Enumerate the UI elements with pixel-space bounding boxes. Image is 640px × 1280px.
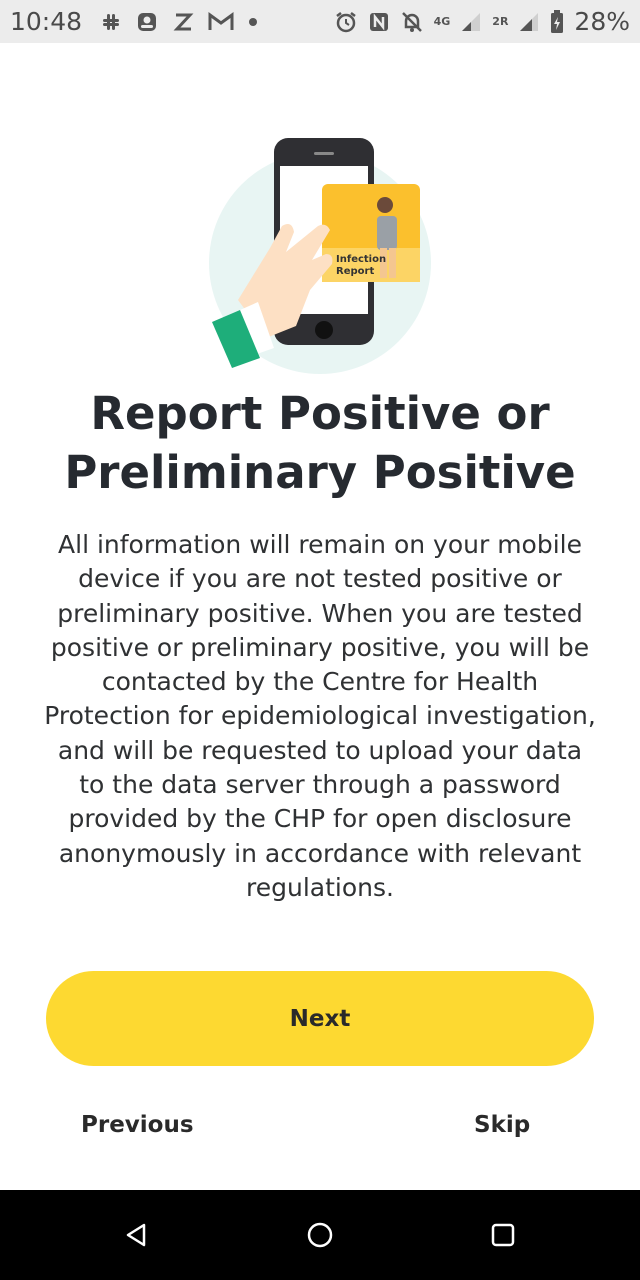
infection-report-illustration	[200, 130, 440, 380]
signal-icon	[518, 11, 540, 33]
mute-icon	[400, 10, 424, 34]
description-text: All information will remain on your mobile device if you are not tested positive or preliminary positive. When you are tested positive or preliminary positive, you will be contacted by the Centre for Health Protection for epidemiological investigation, and will be requested to upload your data to the data server through a password provided by the CHP for open disclosure anonymously in accordance with relevant regulations.	[44, 530, 596, 902]
battery-percentage: 28%	[574, 7, 630, 36]
card-label-line1: Infection	[336, 254, 387, 265]
recents-icon[interactable]	[485, 1217, 521, 1253]
battery-icon	[550, 10, 564, 34]
zhihu-icon	[172, 11, 194, 33]
page-title: Report Positive or Preliminary Positive	[64, 387, 576, 499]
signal-icon	[460, 11, 482, 33]
gmail-icon	[208, 12, 234, 32]
card-label-line2: Report	[336, 266, 375, 277]
status-time: 10:48	[10, 7, 83, 36]
alarm-icon	[334, 10, 358, 34]
network-type-4g: 4G	[433, 15, 451, 28]
dot-icon	[248, 17, 258, 27]
status-bar	[0, 0, 640, 43]
status-right-group	[334, 7, 630, 36]
slack-icon	[100, 11, 122, 33]
contact-icon	[136, 11, 158, 33]
previous-button[interactable]: Previous	[81, 1112, 194, 1138]
home-icon[interactable]	[302, 1217, 338, 1253]
network-type-2r: 2R	[492, 15, 509, 28]
nfc-icon	[368, 11, 390, 33]
skip-button[interactable]: Skip	[474, 1112, 531, 1138]
phone-home-button	[315, 321, 333, 339]
next-button[interactable]: Next	[46, 971, 594, 1066]
back-icon[interactable]	[118, 1217, 154, 1253]
navigation-bar	[0, 1190, 640, 1280]
